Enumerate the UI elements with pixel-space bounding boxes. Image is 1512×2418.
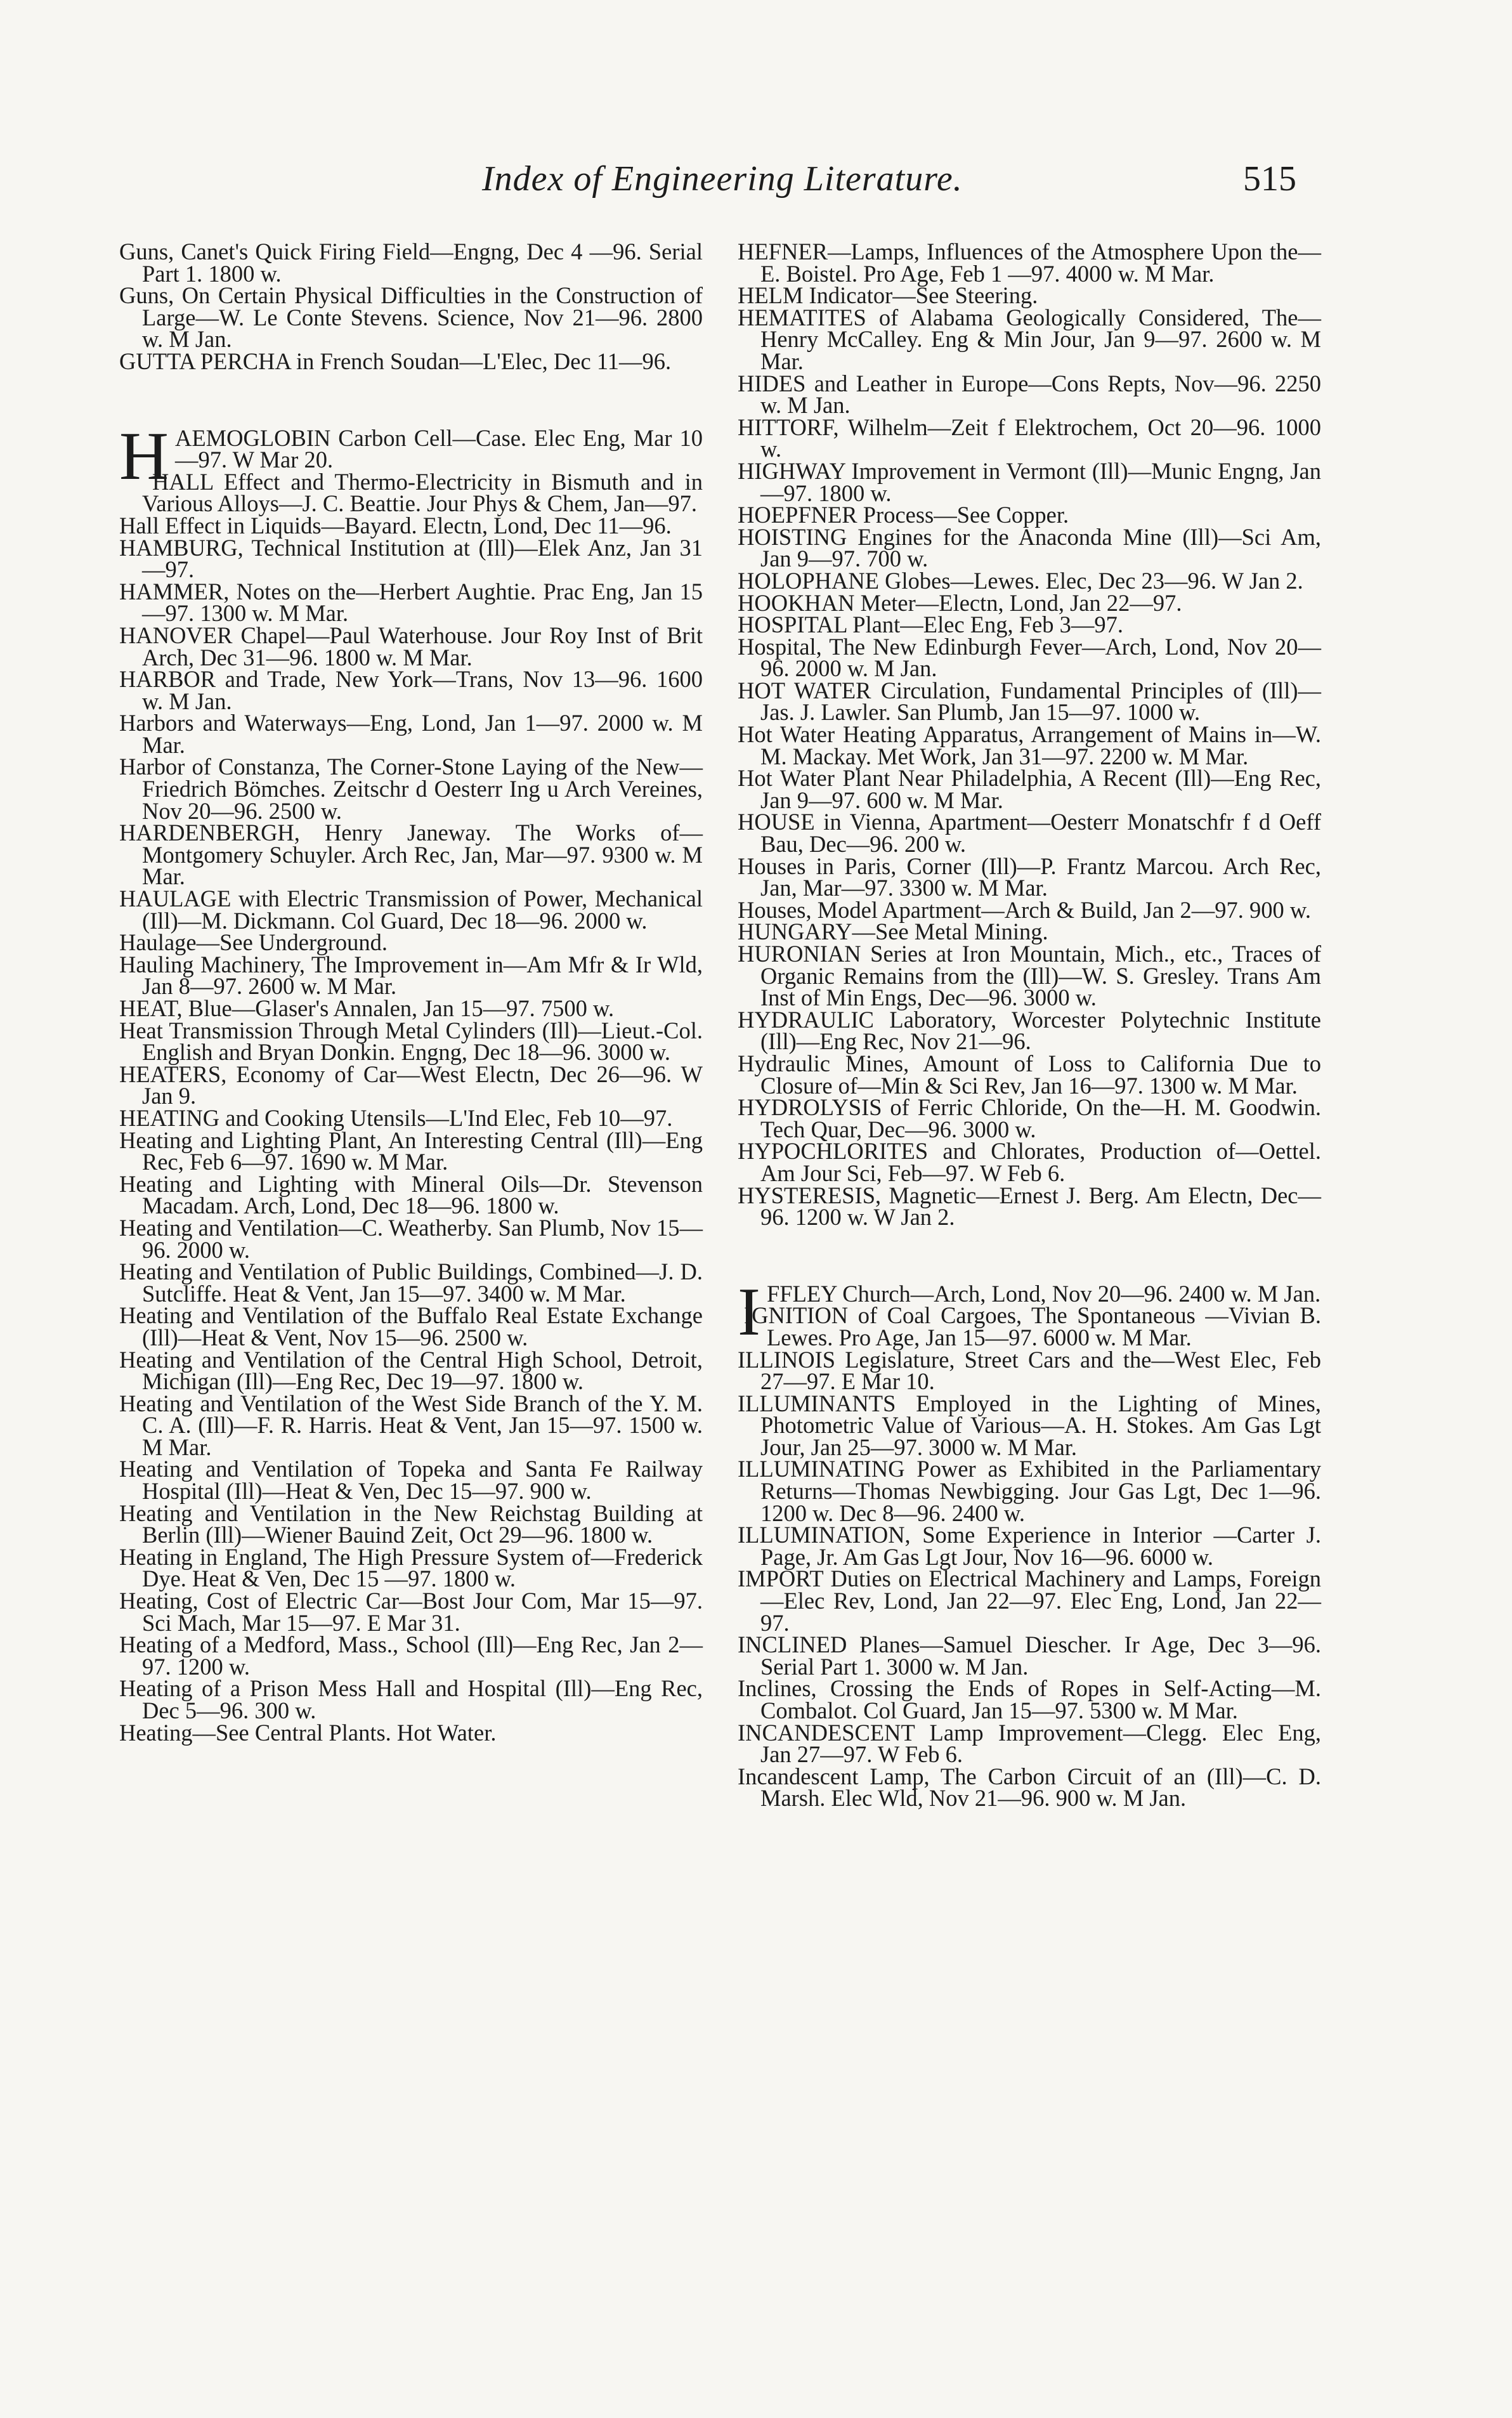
index-entry: HOOKHAN Meter—Electn, Lond, Jan 22—97. xyxy=(738,589,1182,616)
index-entry: HEAT, Blue—Glaser's Annalen, Jan 15—97. 7500 w. xyxy=(119,995,615,1021)
running-title: Index of Engineering Literature. xyxy=(482,159,963,199)
index-entry: Heating of a Prison Mess Hall and Hospital (Ill)—Eng Rec, Dec 5—96. 300 w. xyxy=(119,1675,703,1723)
index-entry: Heating and Ventilation—C. Weatherby. San Plumb, Nov 15—96. 2000 w. xyxy=(119,1214,703,1263)
index-entry: HYDROLYSIS of Ferric Chloride, On the—H. M. Goodwin. Tech Quar, Dec—96. 3000 w. xyxy=(738,1094,1321,1142)
index-entry: HOSPITAL Plant—Elec Eng, Feb 3—97. xyxy=(738,611,1124,638)
index-entry: Hydraulic Mines, Amount of Loss to California Due to Closure of—Min & Sci Rev, Jan 16—97. 1300 w. M Mar. xyxy=(738,1050,1321,1099)
index-entry: HEATERS, Economy of Car—West Electn, Dec 26—96. W Jan 9. xyxy=(119,1061,703,1109)
index-entry: Haulage—See Underground. xyxy=(119,929,388,956)
index-entry: Hot Water Plant Near Philadelphia, A Recent (Ill)—Eng Rec, Jan 9—97. 600 w. M Mar. xyxy=(738,765,1321,813)
index-entry: Guns, Canet's Quick Firing Field—Engng, Dec 4 —96. Serial Part 1. 1800 w. xyxy=(119,239,703,287)
index-entry: HEATING and Cooking Utensils—L'Ind Elec, Feb 10—97. xyxy=(119,1104,673,1131)
index-entry: HUNGARY—See Metal Mining. xyxy=(738,918,1048,945)
index-entry: Heating and Lighting Plant, An Interesting Central (Ill)—Eng Rec, Feb 6—97. 1690 w. M Mar. xyxy=(119,1127,703,1175)
index-entry: HEMATITES of Alabama Geologically Considered, The—Henry McCalley. Eng & Min Jour, Jan 9—97. 2600 w. M Mar. xyxy=(738,304,1321,374)
index-entry: Heat Transmission Through Metal Cylinders (Ill)—Lieut.-Col. English and Bryan Donkin. Engng, Dec 18—96. 3000 w. xyxy=(119,1017,703,1066)
index-entry: HYDRAULIC Laboratory, Worcester Polytechnic Institute (Ill)—Eng Rec, Nov 21—96. xyxy=(738,1006,1321,1055)
index-entry: HOISTING Engines for the Anaconda Mine (Ill)—Sci Am, Jan 9—97. 700 w. xyxy=(738,523,1321,572)
index-entry: Heating of a Medford, Mass., School (Ill)—Eng Rec, Jan 2—97. 1200 w. xyxy=(119,1631,703,1680)
index-entry: HALL Effect and Thermo-Electricity in Bismuth and in Various Alloys—J. C. Beattie. Jour Phys & Chem, Jan—97. xyxy=(142,468,703,517)
index-entry: Heating and Ventilation of the West Side Branch of the Y. M. C. A. (Ill)—F. R. Harris. Heat & Vent, Jan 15—97. 1500 w. M Mar. xyxy=(119,1390,703,1460)
index-entry: Guns, On Certain Physical Difficulties in the Construction of Large—W. Le Conte Stevens. Science, Nov 21—96. 2800 w. M Jan. xyxy=(119,282,703,353)
index-entry: HOLOPHANE Globes—Lewes. Elec, Dec 23—96. W Jan 2. xyxy=(738,567,1303,594)
index-entry: HOEPFNER Process—See Copper. xyxy=(738,502,1069,528)
drop-cap-h: H xyxy=(119,418,169,494)
index-entry: HEFNER—Lamps, Influences of the Atmosphere Upon the—E. Boistel. Pro Age, Feb 1 —97. 4000 w. M Mar. xyxy=(738,239,1321,287)
index-entry: HARDENBERGH, Henry Janeway. The Works of—Montgomery Schuyler. Arch Rec, Jan, Mar—97. 9300 w. M Mar. xyxy=(119,820,703,890)
index-entry: Heating and Ventilation of the Central High School, Detroit, Michigan (Ill)—Eng Rec, Dec 19—97. 1800 w. xyxy=(119,1346,703,1395)
index-entry: HANOVER Chapel—Paul Waterhouse. Jour Roy Inst of Brit Arch, Dec 31—96. 1800 w. M Mar. xyxy=(119,622,703,670)
index-entry: Hauling Machinery, The Improvement in—Am Mfr & Ir Wld, Jan 8—97. 2600 w. M Mar. xyxy=(119,951,703,1000)
page-number: 515 xyxy=(1243,159,1296,199)
index-entry: HAULAGE with Electric Transmission of Power, Mechanical (Ill)—M. Dickmann. Col Guard, Dec 18—96. 2000 w. xyxy=(119,886,703,934)
left-column xyxy=(119,241,703,1744)
index-entry: INCLINED Planes—Samuel Diescher. Ir Age, Dec 3—96. Serial Part 1. 3000 w. M Jan. xyxy=(738,1631,1321,1680)
index-entry: Houses, Model Apartment—Arch & Build, Jan 2—97. 900 w. xyxy=(738,896,1311,923)
index-entry: Heating and Ventilation of Public Buildings, Combined—J. D. Sutcliffe. Heat & Vent, Jan 15—97. 3400 w. M Mar. xyxy=(119,1258,703,1307)
index-entry: Heating and Ventilation in the New Reichstag Building at Berlin (Ill)—Wiener Bauind Zeit, Oct 29—96. 1800 w. xyxy=(119,1500,703,1548)
index-entry: Incandescent Lamp, The Carbon Circuit of an (Ill)—C. D. Marsh. Elec Wld, Nov 21—96. 900 w. M Jan. xyxy=(738,1763,1321,1812)
index-entry: Houses in Paris, Corner (Ill)—P. Frantz Marcou. Arch Rec, Jan, Mar—97. 3300 w. M Mar. xyxy=(738,853,1321,901)
index-entry: IMPORT Duties on Electrical Machinery and Lamps, Foreign—Elec Rev, Lond, Jan 22—97. Elec Eng, Lond, Jan 22—97. xyxy=(738,1565,1321,1636)
index-entry: Heating—See Central Plants. Hot Water. xyxy=(119,1719,497,1746)
index-entry: INCANDESCENT Lamp Improvement—Clegg. Elec Eng, Jan 27—97. W Feb 6. xyxy=(738,1719,1321,1768)
index-entry: Heating, Cost of Electric Car—Bost Jour Com, Mar 15—97. Sci Mach, Mar 15—97. E Mar 31. xyxy=(119,1588,703,1636)
index-entry: Hot Water Heating Apparatus, Arrangement of Mains in—W. M. Mackay. Met Work, Jan 31—97. 2200 w. M Mar. xyxy=(738,721,1321,769)
index-entry: Heating and Lighting with Mineral Oils—Dr. Stevenson Macadam. Arch, Lond, Dec 18—96. 1800 w. xyxy=(119,1170,703,1219)
index-entry: ILLUMINANTS Employed in the Lighting of Mines, Photometric Value of Various—A. H. Stokes. Am Gas Lgt Jour, Jan 25—97. 3000 w. M Mar. xyxy=(738,1390,1321,1460)
index-entry: HAMMER, Notes on the—Herbert Aughtie. Prac Eng, Jan 15—97. 1300 w. M Mar. xyxy=(119,578,703,627)
running-head xyxy=(0,159,1512,209)
index-entry: HYSTERESIS, Magnetic—Ernest J. Berg. Am Electn, Dec—96. 1200 w. W Jan 2. xyxy=(738,1182,1321,1231)
index-entry: IGNITION of Coal Cargoes, The Spontaneous —Vivian B. Lewes. Pro Age, Jan 15—97. 6000 w. M Mar. xyxy=(743,1302,1321,1350)
index-entry: GUTTA PERCHA in French Soudan—L'Elec, Dec 11—96. xyxy=(119,348,672,374)
index-entry: Hall Effect in Liquids—Bayard. Electn, Lond, Dec 11—96. xyxy=(119,512,672,539)
index-entry: Heating and Ventilation of Topeka and Santa Fe Railway Hospital (Ill)—Heat & Ven, Dec 15—97. 900 w. xyxy=(119,1456,703,1505)
index-entry: HURONIAN Series at Iron Mountain, Mich., etc., Traces of Organic Remains from the (Ill)—W. S. Gresley. Trans Am Inst of Min Engs, Dec—96. 3000 w. xyxy=(738,941,1321,1011)
index-entry: Heating and Ventilation of the Buffalo Real Estate Exchange (Ill)—Heat & Vent, Nov 15—96. 2500 w. xyxy=(119,1302,703,1350)
index-entry: AEMOGLOBIN Carbon Cell—Case. Elec Eng, Mar 10—97. W Mar 20. xyxy=(175,424,703,473)
index-entry: HELM Indicator—See Steering. xyxy=(738,282,1038,309)
index-entry: FFLEY Church—Arch, Lond, Nov 20—96. 2400 w. M Jan. xyxy=(766,1280,1321,1307)
index-entry: Heating in England, The High Pressure System of—Frederick Dye. Heat & Ven, Dec 15 —97. 1800 w. xyxy=(119,1543,703,1592)
drop-cap-i: I xyxy=(738,1274,760,1350)
index-entry: ILLUMINATION, Some Experience in Interior —Carter J. Page, Jr. Am Gas Lgt Jour, Nov 16—96. 6000 w. xyxy=(738,1522,1321,1570)
index-entry: HIGHWAY Improvement in Vermont (Ill)—Munic Engng, Jan—97. 1800 w. xyxy=(738,457,1321,506)
index-entry: HAMBURG, Technical Institution at (Ill)—Elek Anz, Jan 31—97. xyxy=(119,534,703,583)
index-entry: ILLUMINATING Power as Exhibited in the Parliamentary Returns—Thomas Newbigging. Jour Gas Lgt, Dec 1—96. 1200 w. Dec 8—96. 2400 w. xyxy=(738,1456,1321,1526)
index-entry: HITTORF, Wilhelm—Zeit f Elektrochem, Oct 20—96. 1000 w. xyxy=(738,414,1321,462)
index-entry: Harbor of Constanza, The Corner-Stone Laying of the New—Friedrich Bömches. Zeitschr d Oesterr Ing u Arch Vereines, Nov 20—96. 2500 w. xyxy=(119,754,703,824)
index-entry: HOT WATER Circulation, Fundamental Principles of (Ill)—Jas. J. Lawler. San Plumb, Jan 15—97. 1000 w. xyxy=(738,677,1321,726)
index-entry: HIDES and Leather in Europe—Cons Repts, Nov—96. 2250 w. M Jan. xyxy=(738,370,1321,419)
index-entry: HARBOR and Trade, New York—Trans, Nov 13—96. 1600 w. M Jan. xyxy=(119,666,703,714)
index-entry: HOUSE in Vienna, Apartment—Oesterr Monatschfr f d Oeff Bau, Dec—96. 200 w. xyxy=(738,809,1321,858)
index-entry: ILLINOIS Legislature, Street Cars and the—West Elec, Feb 27—97. E Mar 10. xyxy=(738,1346,1321,1395)
index-entry: HYPOCHLORITES and Chlorates, Production of—Oettel. Am Jour Sci, Feb—97. W Feb 6. xyxy=(738,1138,1321,1186)
index-entry: Harbors and Waterways—Eng, Lond, Jan 1—97. 2000 w. M Mar. xyxy=(119,710,703,758)
index-entry: Inclines, Crossing the Ends of Ropes in Self-Acting—M. Combalot. Col Guard, Jan 15—97. 5300 w. M Mar. xyxy=(738,1675,1321,1723)
right-column xyxy=(738,241,1321,1810)
index-entry: Hospital, The New Edinburgh Fever—Arch, Lond, Nov 20—96. 2000 w. M Jan. xyxy=(738,633,1321,682)
